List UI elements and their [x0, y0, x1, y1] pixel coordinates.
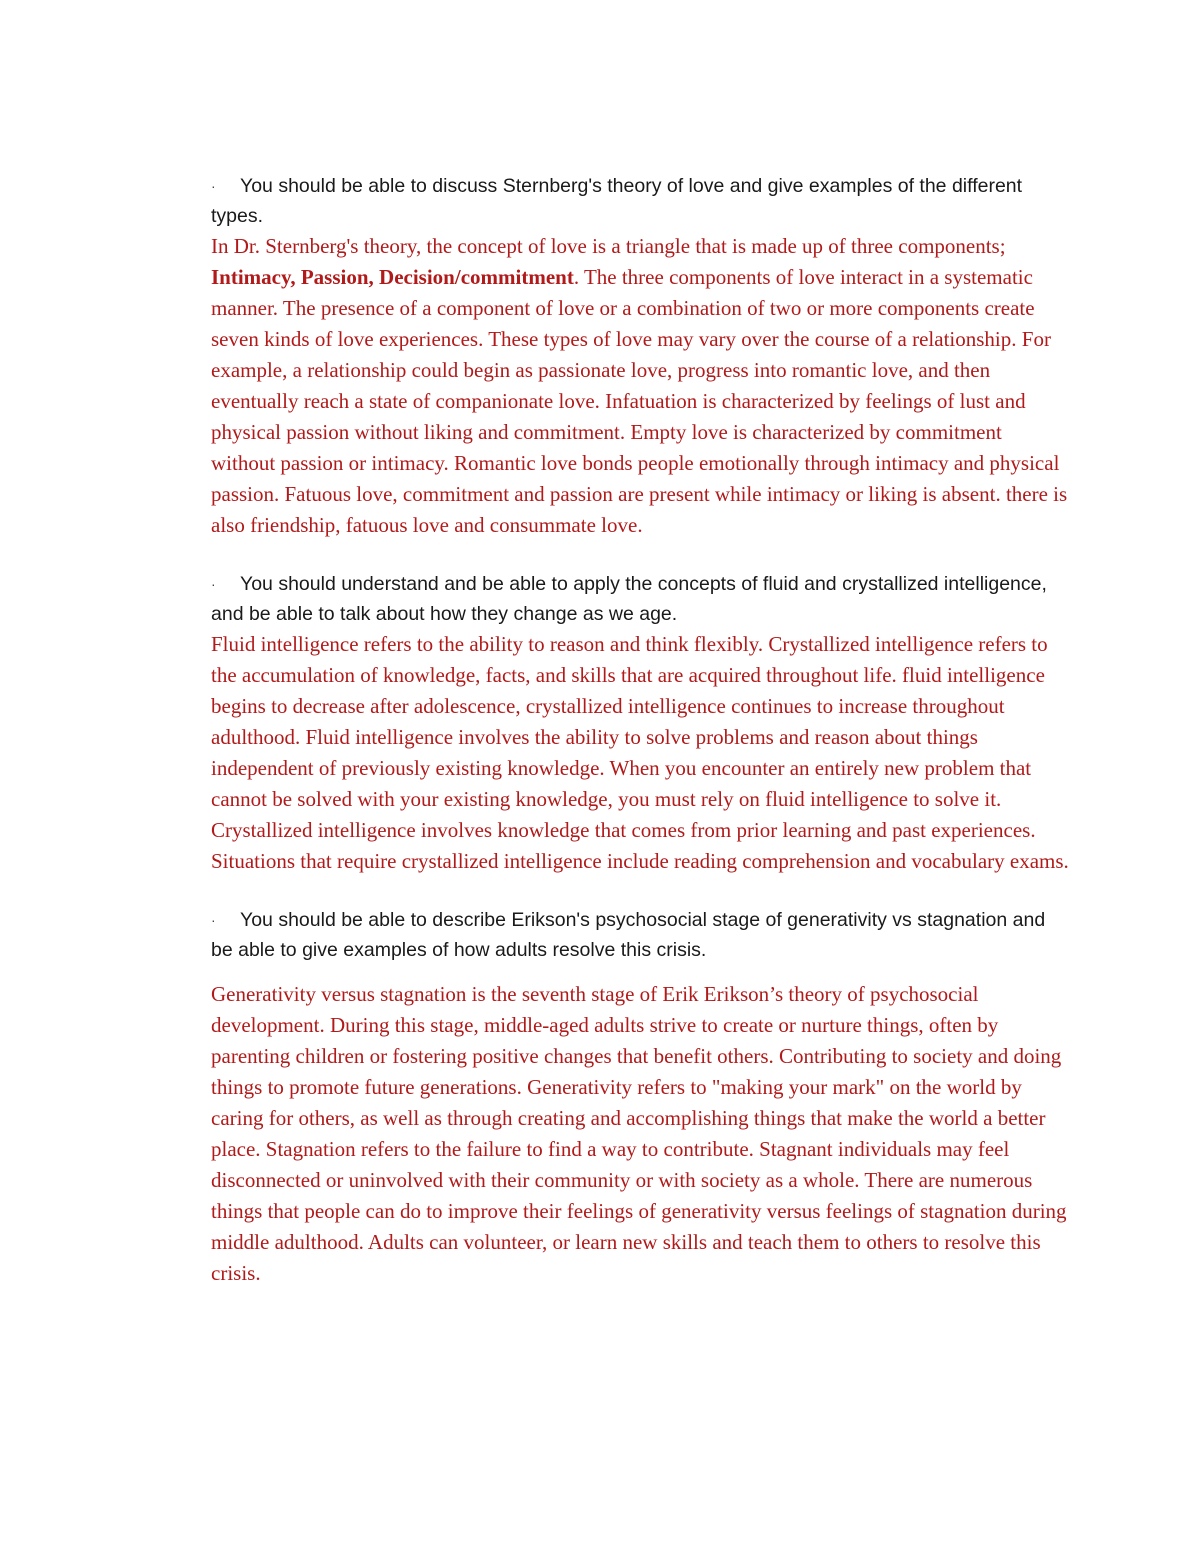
section-erikson — [211, 905, 1071, 1289]
term-intimacy: Intimacy — [211, 265, 291, 289]
question-text: You should be able to discuss Sternberg's theory of love and give examples of the different types. — [211, 175, 1023, 227]
question-intelligence — [211, 569, 1071, 629]
answer-erikson — [211, 979, 1071, 1289]
answer-text: In Dr. Sternberg's theory, the concept of love is a triangle that is made up of three components; — [211, 234, 1006, 258]
section-intelligence — [211, 569, 1071, 877]
bullet-icon: · — [211, 912, 216, 928]
bullet-icon: · — [211, 576, 216, 592]
term-decision-commitment: Decision/commitment — [379, 265, 574, 289]
answer-text: Generativity versus stagnation is the seventh stage of Erik Erikson’s theory of psychosocial development. During this stage, middle-aged adults strive to create or nurture things, often by parenting children or fostering positive changes that benefit others. Contributing to society and doing things to promote future generations. Generativity refers to "making your mark" on the world by caring for others, as well as through creating and accomplishing things that make the world a better place. Stagnation refers to the failure to find a way to contribute. Stagnant individuals may feel disconnected or uninvolved with their community or with society as a whole. There are numerous things that people can do to improve their feelings of generativity versus feelings of stagnation during middle adulthood. Adults can volunteer, or learn new skills and teach them to others to resolve this crisis. — [211, 982, 1067, 1285]
question-text: You should understand and be able to apply the concepts of fluid and crystallized intelligence, and be able to talk about how they change as we age. — [211, 573, 1047, 625]
question-text: You should be able to describe Erikson's psychosocial stage of generativity vs stagnation and be able to give examples of how adults resolve this crisis. — [211, 909, 1046, 961]
term-separator: , — [290, 265, 301, 289]
term-separator: , — [368, 265, 380, 289]
bullet-icon: · — [211, 178, 216, 194]
term-passion: Passion — [300, 265, 369, 289]
answer-intelligence — [211, 629, 1071, 877]
question-erikson — [211, 905, 1071, 965]
answer-text: Fluid intelligence refers to the ability to reason and think flexibly. Crystallized intelligence refers to the accumulation of knowledge, facts, and skills that are acquired throughout life. fluid intelligence begins to decrease after adolescence, crystallized intelligence continues to increase throughout adulthood. Fluid intelligence involves the ability to solve problems and reason about things independent of previously existing knowledge. When you encounter an entirely new problem that cannot be solved with your existing knowledge, you must rely on fluid intelligence to solve it. Crystallized intelligence involves knowledge that comes from prior learning and past experiences. Situations that require crystallized intelligence include reading comprehension and vocabulary exams. — [211, 632, 1069, 873]
answer-text: . The three components of love interact in a systematic manner. The presence of a component of love or a combination of two or more components create seven kinds of love experiences. These types of love may vary over the course of a relationship. For example, a relationship could begin as passionate love, progress into romantic love, and then eventually reach a state of companionate love. Infatuation is characterized by feelings of lust and physical passion without liking and commitment. Empty love is characterized by commitment without passion or intimacy. Romantic love bonds people emotionally through intimacy and physical passion. Fatuous love, commitment and passion are present while intimacy or liking is absent. there is also friendship, fatuous love and consummate love. — [211, 265, 1068, 537]
answer-sternberg — [211, 231, 1071, 541]
question-sternberg — [211, 171, 1071, 231]
section-sternberg — [211, 171, 1071, 541]
document-page — [211, 171, 1071, 1289]
